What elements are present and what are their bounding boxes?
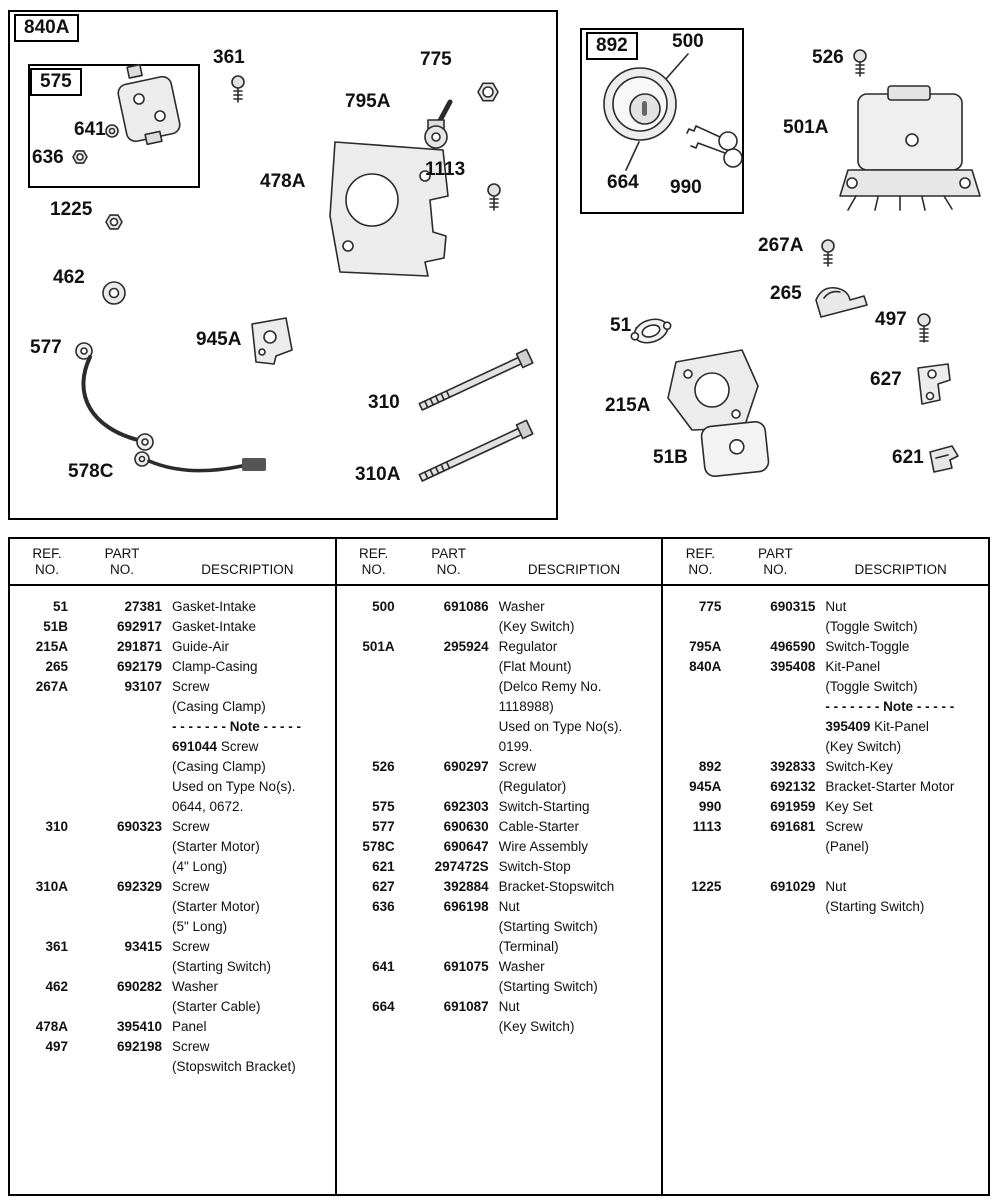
ref-no-cell: 627 bbox=[372, 879, 395, 894]
diagram-label-497: 497 bbox=[875, 309, 907, 330]
description-line: (Toggle Switch) bbox=[825, 619, 918, 634]
part-no-cell: 691029 bbox=[770, 879, 816, 894]
diagram-label-361: 361 bbox=[213, 47, 245, 68]
column-body bbox=[10, 586, 335, 1083]
description-line: Guide-Air bbox=[172, 639, 230, 654]
sketch-washer-641 bbox=[106, 125, 118, 137]
diagram-label-578C: 578C bbox=[68, 461, 114, 482]
description-line: Regulator bbox=[498, 639, 558, 654]
diagram-label-577: 577 bbox=[30, 337, 62, 358]
description-line: (4" Long) bbox=[172, 859, 228, 874]
sketch-screw-1113 bbox=[488, 184, 500, 210]
part-no-cell: 295924 bbox=[443, 639, 489, 654]
diagram-label-840A: 840A bbox=[14, 14, 79, 42]
ref-no-cell: 51 bbox=[52, 599, 68, 614]
ref-no-cell: 361 bbox=[45, 939, 68, 954]
diagram-label-215A: 215A bbox=[605, 395, 651, 416]
description-line: (Toggle Switch) bbox=[825, 679, 918, 694]
description-cell bbox=[499, 637, 656, 757]
description-cell bbox=[172, 677, 329, 817]
description-cell bbox=[499, 797, 656, 817]
part-no-cell: 392833 bbox=[770, 759, 816, 774]
diagram-label-575: 575 bbox=[30, 68, 82, 96]
part-no-cell: 395410 bbox=[116, 1019, 162, 1034]
sketch-nut-775 bbox=[478, 83, 498, 100]
description-line: (Starting Switch) bbox=[172, 959, 272, 974]
ref-no-cell: 526 bbox=[372, 759, 395, 774]
part-row bbox=[343, 757, 656, 797]
description-line: (Delco Remy No. bbox=[498, 679, 602, 694]
part-no-header: PART NO. bbox=[757, 546, 793, 577]
part-no-cell: 392884 bbox=[443, 879, 489, 894]
diagram-label-1225: 1225 bbox=[50, 199, 93, 220]
sketch-wire-assembly-578c bbox=[135, 452, 266, 471]
ref-no-cell: 501A bbox=[362, 639, 395, 654]
ref-no-cell: 945A bbox=[689, 779, 722, 794]
sketch-gasket-51 bbox=[628, 314, 674, 348]
ref-no-cell: 892 bbox=[698, 759, 722, 774]
part-row bbox=[669, 797, 982, 817]
sketch-nut-1225 bbox=[106, 215, 122, 229]
description-header: DESCRIPTION bbox=[201, 562, 294, 577]
diagram-label-775: 775 bbox=[420, 49, 452, 70]
part-row bbox=[669, 877, 982, 917]
description-line: (Key Switch) bbox=[498, 619, 575, 634]
description-line: Washer bbox=[498, 599, 545, 614]
diagram-label-641: 641 bbox=[74, 119, 106, 140]
part-row bbox=[669, 597, 982, 637]
ref-no-cell: 265 bbox=[45, 659, 68, 674]
description-line: Panel bbox=[172, 1019, 207, 1034]
description-line: (Regulator) bbox=[498, 779, 567, 794]
part-row bbox=[16, 1037, 329, 1077]
part-row bbox=[343, 957, 656, 997]
description-line: Screw bbox=[172, 939, 210, 954]
diagram-label-51: 51 bbox=[610, 315, 632, 336]
description-line: Wire Assembly bbox=[498, 839, 588, 854]
part-row bbox=[343, 817, 656, 837]
sketch-switch-key-892 bbox=[604, 68, 676, 140]
part-no-cell: 692198 bbox=[116, 1039, 162, 1054]
diagram-label-462: 462 bbox=[53, 267, 85, 288]
column-header bbox=[337, 539, 662, 586]
part-no-header: PART NO. bbox=[104, 546, 140, 577]
part-row bbox=[343, 797, 656, 817]
ref-no-cell: 1113 bbox=[692, 819, 722, 834]
sketch-bracket-945a bbox=[252, 318, 292, 364]
description-cell bbox=[499, 997, 656, 1037]
description-line: Screw bbox=[172, 679, 210, 694]
part-row bbox=[343, 597, 656, 637]
description-line: Switch-Starting bbox=[498, 799, 590, 814]
description-cell bbox=[499, 837, 656, 857]
sketch-screw-361 bbox=[232, 76, 244, 102]
ref-no-cell: 795A bbox=[689, 639, 722, 654]
description-line: Nut bbox=[498, 999, 520, 1014]
description-cell bbox=[499, 597, 656, 637]
description-cell bbox=[172, 1017, 329, 1037]
part-row bbox=[16, 637, 329, 657]
description-line: Kit-Panel bbox=[825, 659, 881, 674]
description-cell bbox=[825, 877, 982, 917]
ref-no-header: REF. NO. bbox=[32, 546, 62, 577]
diagram-label-990: 990 bbox=[670, 177, 702, 198]
sketch-cable-starter-577 bbox=[76, 343, 153, 450]
description-line: Nut bbox=[498, 899, 520, 914]
description-cell bbox=[172, 637, 329, 657]
description-line: (5" Long) bbox=[172, 919, 228, 934]
description-line: Screw bbox=[172, 819, 210, 834]
part-no-cell: 696198 bbox=[443, 899, 489, 914]
diagram-label-478A: 478A bbox=[260, 171, 306, 192]
ref-no-cell: 462 bbox=[45, 979, 68, 994]
ref-no-cell: 497 bbox=[45, 1039, 68, 1054]
part-no-cell: 692303 bbox=[443, 799, 489, 814]
sketch-switch-toggle-795a bbox=[425, 102, 450, 148]
part-row bbox=[669, 657, 982, 757]
column-header bbox=[10, 539, 335, 586]
description-line: 395409 Kit-Panel bbox=[825, 719, 929, 734]
part-row bbox=[669, 637, 982, 657]
description-line: (Casing Clamp) bbox=[172, 699, 266, 714]
ref-no-cell: 636 bbox=[372, 899, 395, 914]
diagram-label-627: 627 bbox=[870, 369, 902, 390]
description-line: Clamp-Casing bbox=[172, 659, 258, 674]
description-cell bbox=[172, 597, 329, 617]
parts-column bbox=[10, 539, 337, 1194]
diagram-label-310A: 310A bbox=[355, 464, 401, 485]
diagram-label-636: 636 bbox=[32, 147, 64, 168]
description-line: (Panel) bbox=[825, 839, 869, 854]
exploded-diagram bbox=[0, 0, 1000, 532]
part-no-cell: 691086 bbox=[443, 599, 489, 614]
description-line: (Flat Mount) bbox=[498, 659, 572, 674]
ref-no-cell: 775 bbox=[698, 599, 722, 614]
ref-no-cell: 215A bbox=[35, 639, 68, 654]
description-line: 1118988) bbox=[498, 699, 554, 714]
diagram-label-51B: 51B bbox=[653, 447, 688, 468]
part-no-cell: 692179 bbox=[116, 659, 162, 674]
diagram-label-267A: 267A bbox=[758, 235, 804, 256]
description-line: 0644, 0672. bbox=[172, 799, 244, 814]
column-body bbox=[663, 586, 988, 923]
diagram-label-945A: 945A bbox=[196, 329, 242, 350]
part-row bbox=[343, 897, 656, 957]
ref-no-cell: 840A bbox=[689, 659, 722, 674]
part-no-cell: 692329 bbox=[116, 879, 162, 894]
part-no-cell: 496590 bbox=[770, 639, 816, 654]
part-row bbox=[16, 977, 329, 1017]
sketch-screw-267a bbox=[822, 240, 834, 266]
description-line: (Starter Motor) bbox=[172, 839, 260, 854]
part-row bbox=[343, 857, 656, 877]
sketch-gasket-51b bbox=[701, 421, 770, 477]
part-no-cell: 93107 bbox=[124, 679, 162, 694]
description-cell bbox=[499, 877, 656, 897]
sketch-nut-636 bbox=[73, 151, 87, 163]
description-line: (Key Switch) bbox=[498, 1019, 575, 1034]
description-line: Screw bbox=[172, 1039, 210, 1054]
part-no-cell: 690647 bbox=[443, 839, 489, 854]
description-line: Key Set bbox=[825, 799, 873, 814]
sketch-regulator-501a bbox=[840, 86, 980, 210]
sketch-washer-462 bbox=[103, 282, 125, 304]
ref-no-cell: 990 bbox=[698, 799, 722, 814]
part-row bbox=[16, 657, 329, 677]
part-no-cell: 291871 bbox=[116, 639, 162, 654]
description-line: Nut bbox=[825, 879, 847, 894]
ref-no-cell: 621 bbox=[372, 859, 395, 874]
description-cell bbox=[825, 777, 982, 797]
part-row bbox=[343, 837, 656, 857]
sketch-switch-stop-621 bbox=[930, 446, 958, 472]
ref-no-cell: 641 bbox=[372, 959, 395, 974]
parts-column bbox=[663, 539, 988, 1194]
ref-no-cell: 577 bbox=[372, 819, 395, 834]
description-cell bbox=[172, 977, 329, 1017]
part-no-cell: 691681 bbox=[770, 819, 816, 834]
description-line: 0199. bbox=[498, 739, 533, 754]
description-cell bbox=[172, 1037, 329, 1077]
description-cell bbox=[499, 817, 656, 837]
part-no-cell: 690630 bbox=[443, 819, 489, 834]
sketch-guide-air-215a bbox=[668, 350, 758, 430]
description-line: (Stopswitch Bracket) bbox=[172, 1059, 296, 1074]
sketch-screw-497 bbox=[918, 314, 930, 342]
description-cell bbox=[825, 657, 982, 757]
part-no-cell: 690315 bbox=[770, 599, 816, 614]
description-line: Used on Type No(s). bbox=[498, 719, 623, 734]
parts-table bbox=[8, 537, 990, 1196]
ref-no-cell: 310 bbox=[45, 819, 68, 834]
ref-no-cell: 575 bbox=[372, 799, 395, 814]
part-no-cell: 692917 bbox=[116, 619, 162, 634]
description-line: Switch-Stop bbox=[498, 859, 571, 874]
description-line: - - - - - - - Note - - - - - bbox=[825, 699, 955, 714]
description-line: Used on Type No(s). bbox=[172, 779, 296, 794]
description-line: Washer bbox=[498, 959, 545, 974]
sketch-bracket-627 bbox=[918, 364, 950, 404]
description-cell bbox=[499, 757, 656, 797]
part-no-header: PART NO. bbox=[431, 546, 467, 577]
part-sketches bbox=[0, 0, 1000, 532]
part-no-cell: 690297 bbox=[443, 759, 489, 774]
part-no-cell: 690323 bbox=[116, 819, 162, 834]
ref-no-cell: 578C bbox=[362, 839, 395, 854]
description-line: Bracket-Starter Motor bbox=[825, 779, 955, 794]
description-line: Screw bbox=[825, 819, 863, 834]
description-cell bbox=[499, 957, 656, 997]
description-cell bbox=[172, 877, 329, 937]
description-line: (Starting Switch) bbox=[498, 919, 598, 934]
description-line: (Starter Cable) bbox=[172, 999, 261, 1014]
part-row bbox=[343, 997, 656, 1037]
description-line: Switch-Key bbox=[825, 759, 893, 774]
ref-no-cell: 267A bbox=[35, 679, 68, 694]
description-line: Cable-Starter bbox=[498, 819, 579, 834]
column-header bbox=[663, 539, 988, 586]
column-body bbox=[337, 586, 662, 1043]
ref-no-cell: 500 bbox=[372, 599, 395, 614]
part-no-cell: 691075 bbox=[443, 959, 489, 974]
part-no-cell: 692132 bbox=[770, 779, 816, 794]
description-line: (Starter Motor) bbox=[172, 899, 260, 914]
description-header: DESCRIPTION bbox=[527, 562, 621, 577]
description-cell bbox=[825, 597, 982, 637]
ref-no-cell: 1225 bbox=[691, 879, 722, 894]
description-line: (Starting Switch) bbox=[498, 979, 598, 994]
part-row bbox=[16, 937, 329, 977]
part-row bbox=[343, 877, 656, 897]
diagram-label-892: 892 bbox=[586, 32, 638, 60]
diagram-label-526: 526 bbox=[812, 47, 844, 68]
diagram-label-265: 265 bbox=[770, 283, 802, 304]
ref-no-cell: 478A bbox=[35, 1019, 68, 1034]
part-row bbox=[16, 1017, 329, 1037]
description-line: Screw bbox=[498, 759, 537, 774]
parts-column bbox=[337, 539, 664, 1194]
diagram-label-310: 310 bbox=[368, 392, 400, 413]
diagram-label-795A: 795A bbox=[345, 91, 391, 112]
part-no-cell: 27381 bbox=[124, 599, 162, 614]
diagram-label-664: 664 bbox=[607, 172, 639, 193]
description-line: Screw bbox=[172, 879, 210, 894]
part-row bbox=[16, 597, 329, 617]
description-line: Gasket-Intake bbox=[172, 599, 257, 614]
description-line: Bracket-Stopswitch bbox=[498, 879, 615, 894]
sketch-key-set-990 bbox=[687, 126, 742, 167]
part-no-cell: 297472S bbox=[434, 859, 489, 874]
description-cell bbox=[172, 657, 329, 677]
diagram-label-500: 500 bbox=[672, 31, 704, 52]
part-row bbox=[343, 637, 656, 757]
sketch-screw-526 bbox=[854, 50, 866, 76]
diagram-label-621: 621 bbox=[892, 447, 924, 468]
description-cell bbox=[499, 857, 656, 877]
ref-no-header: REF. NO. bbox=[359, 546, 389, 577]
description-cell bbox=[172, 617, 329, 637]
part-no-cell: 93415 bbox=[124, 939, 162, 954]
sketch-clamp-265 bbox=[816, 288, 867, 317]
description-line: Washer bbox=[172, 979, 219, 994]
part-row bbox=[16, 817, 329, 877]
description-line: 691044 Screw bbox=[172, 739, 259, 754]
description-line: (Key Switch) bbox=[825, 739, 902, 754]
description-line: Switch-Toggle bbox=[825, 639, 910, 654]
part-row bbox=[669, 817, 982, 857]
description-cell bbox=[825, 817, 982, 857]
description-cell bbox=[825, 757, 982, 777]
description-line: (Starting Switch) bbox=[825, 899, 925, 914]
sketch-bolt-310 bbox=[418, 349, 533, 413]
ref-no-cell: 51B bbox=[43, 619, 68, 634]
description-cell bbox=[172, 937, 329, 977]
part-row bbox=[16, 877, 329, 937]
description-line: Gasket-Intake bbox=[172, 619, 257, 634]
ref-no-header: REF. NO. bbox=[685, 546, 715, 577]
part-row bbox=[669, 777, 982, 797]
part-no-cell: 691087 bbox=[443, 999, 489, 1014]
part-no-cell: 395408 bbox=[770, 659, 816, 674]
sketch-switch-starting-575 bbox=[117, 65, 182, 145]
diagram-label-501A: 501A bbox=[783, 117, 829, 138]
part-row bbox=[16, 617, 329, 637]
ref-no-cell: 310A bbox=[35, 879, 68, 894]
part-no-cell: 691959 bbox=[770, 799, 816, 814]
part-row bbox=[669, 757, 982, 777]
part-no-cell: 690282 bbox=[116, 979, 162, 994]
description-line: Nut bbox=[825, 599, 847, 614]
description-cell bbox=[825, 797, 982, 817]
description-header: DESCRIPTION bbox=[854, 562, 947, 577]
description-cell bbox=[825, 637, 982, 657]
description-line: - - - - - - - Note - - - - - bbox=[172, 719, 301, 734]
part-row bbox=[16, 677, 329, 817]
description-cell bbox=[499, 897, 656, 957]
ref-no-cell: 664 bbox=[372, 999, 395, 1014]
diagram-label-1113: 1113 bbox=[425, 159, 466, 180]
sketch-bolt-310a bbox=[418, 420, 533, 484]
description-line: (Casing Clamp) bbox=[172, 759, 266, 774]
description-line: (Terminal) bbox=[498, 939, 559, 954]
description-cell bbox=[172, 817, 329, 877]
